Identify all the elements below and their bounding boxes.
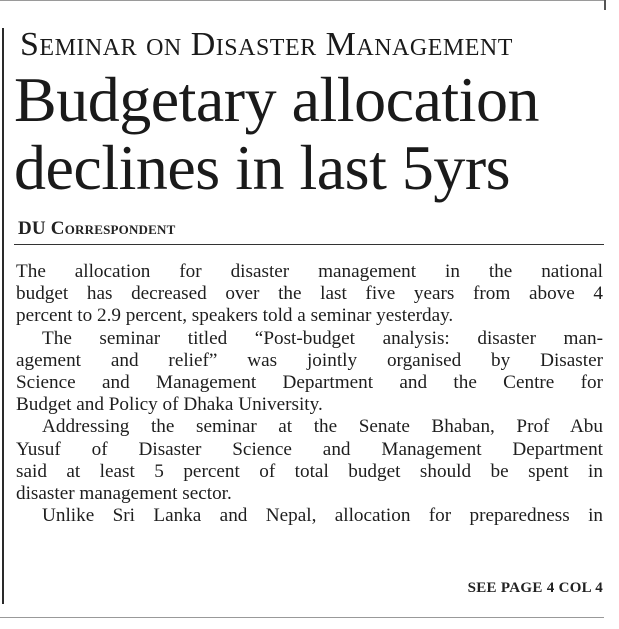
body-line: disaster management sector.: [16, 482, 232, 504]
corner-rule: [604, 0, 606, 10]
body-line: The seminar titled “Post-budget analysis: disaster man-: [42, 327, 603, 349]
body-line: Science and Management Department and the Centre for: [16, 371, 603, 393]
body-line: agement and relief” was jointly organised by Disaster: [16, 349, 603, 371]
body-line: Unlike Sri Lanka and Nepal, allocation for preparedness in: [42, 505, 603, 527]
body-line: Addressing the seminar at the Senate Bhaban, Prof Abu: [42, 416, 603, 438]
body-line: Budget and Policy of Dhaka University.: [16, 394, 323, 416]
headline-line: Budgetary allocation: [14, 64, 539, 135]
body-line: The allocation for disaster management in the national: [16, 261, 603, 282]
article-kicker: Seminar on Disaster Management: [20, 26, 513, 63]
headline-line: declines in last 5yrs: [14, 132, 511, 203]
byline-divider: [14, 244, 604, 245]
body-line: budget has decreased over the last five years from above 4: [16, 283, 603, 305]
top-rule: [0, 0, 604, 6]
continuation-jump-line: SEE PAGE 4 COL 4: [467, 580, 603, 596]
article-byline: DU Correspondent: [18, 218, 176, 239]
body-line: said at least 5 percent of total budget should be spent in: [16, 460, 603, 482]
body-line: percent to 2.9 percent, speakers told a seminar yesterday.: [16, 305, 454, 327]
body-line: Yusuf of Disaster Science and Management Department: [16, 438, 603, 460]
left-column-rule: [2, 28, 4, 604]
article-headline: [14, 66, 614, 202]
bottom-rule: [0, 617, 604, 618]
article-body: [16, 261, 603, 527]
